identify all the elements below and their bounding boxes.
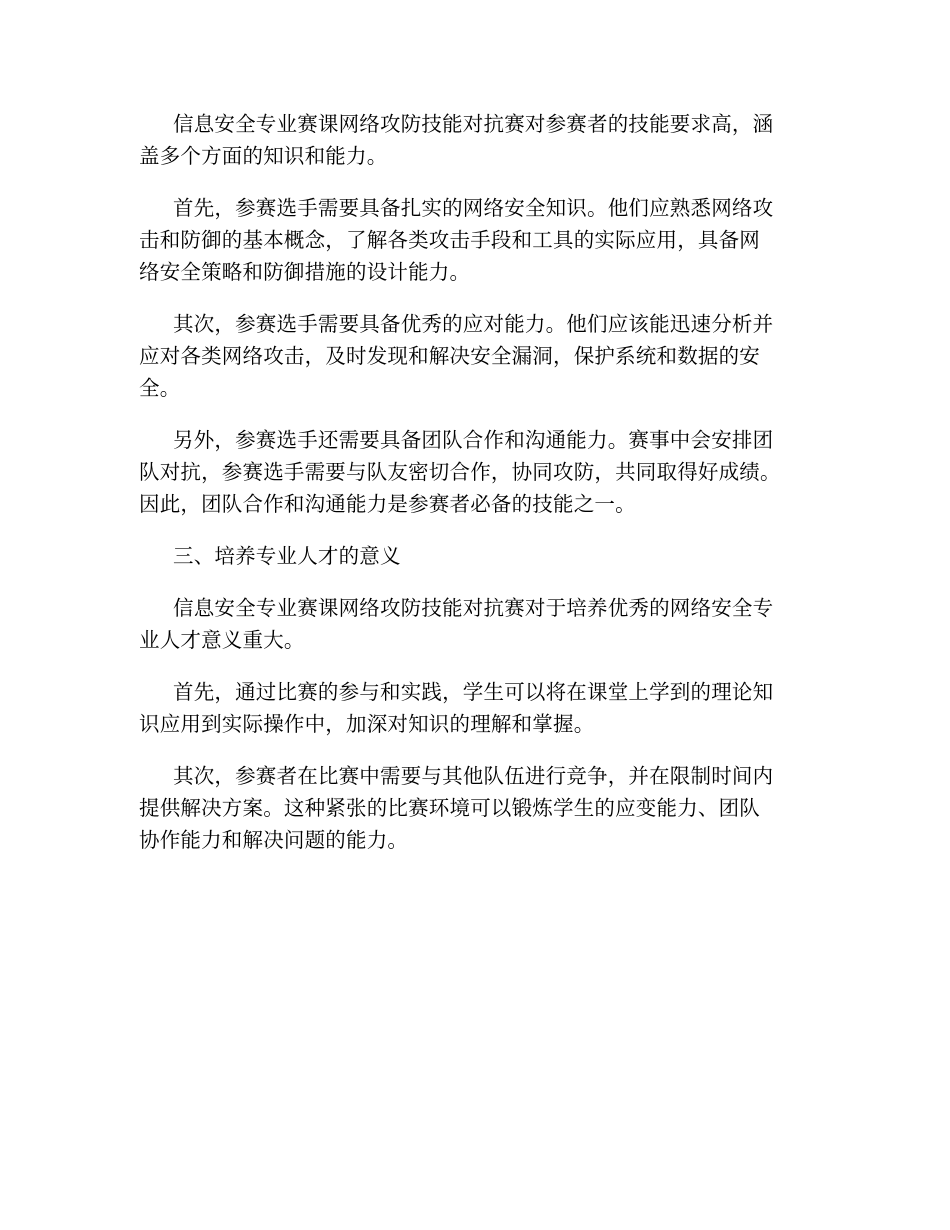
text-line: 队对抗，参赛选手需要与队友密切合作，协同攻防，共同取得好成绩。 bbox=[139, 460, 781, 484]
paragraph-practice bbox=[139, 676, 819, 740]
text-line: 盖多个方面的知识和能力。 bbox=[139, 144, 388, 168]
text-line: 协作能力和解决问题的能力。 bbox=[139, 828, 409, 852]
text-line: 首先，参赛选手需要具备扎实的网络安全知识。他们应熟悉网络攻 bbox=[173, 196, 774, 220]
text-line: 另外，参赛选手还需要具备团队合作和沟通能力。赛事中会安排团 bbox=[173, 428, 774, 452]
text-line: 信息安全专业赛课网络攻防技能对抗赛对参赛者的技能要求高，涵 bbox=[173, 112, 774, 136]
text-line: 因此，团队合作和沟通能力是参赛者必备的技能之一。 bbox=[139, 492, 636, 516]
document-body bbox=[139, 108, 819, 876]
paragraph-talent-significance bbox=[139, 592, 819, 656]
text-line: 提供解决方案。这种紧张的比赛环境可以锻炼学生的应变能力、团队 bbox=[139, 796, 760, 820]
paragraph-skill-requirements bbox=[139, 108, 819, 172]
text-line: 击和防御的基本概念，了解各类攻击手段和工具的实际应用，具备网 bbox=[139, 228, 760, 252]
text-line: 络安全策略和防御措施的设计能力。 bbox=[139, 260, 471, 284]
paragraph-competition-environment bbox=[139, 760, 819, 856]
section-heading-text: 三、培养专业人才的意义 bbox=[173, 544, 401, 568]
paragraph-security-knowledge bbox=[139, 192, 819, 288]
paragraph-teamwork bbox=[139, 424, 819, 520]
text-line: 全。 bbox=[139, 376, 181, 400]
text-line: 识应用到实际操作中，加深对知识的理解和掌握。 bbox=[139, 712, 595, 736]
paragraph-response-ability bbox=[139, 308, 819, 404]
text-line: 业人才意义重大。 bbox=[139, 628, 305, 652]
text-line: 应对各类网络攻击，及时发现和解决安全漏洞，保护系统和数据的安 bbox=[139, 344, 760, 368]
text-line: 其次，参赛选手需要具备优秀的应对能力。他们应该能迅速分析并 bbox=[173, 312, 774, 336]
text-line: 首先，通过比赛的参与和实践，学生可以将在课堂上学到的理论知 bbox=[173, 680, 774, 704]
text-line: 其次，参赛者在比赛中需要与其他队伍进行竞争，并在限制时间内 bbox=[173, 764, 774, 788]
section-heading bbox=[139, 540, 819, 572]
text-line: 信息安全专业赛课网络攻防技能对抗赛对于培养优秀的网络安全专 bbox=[173, 596, 774, 620]
